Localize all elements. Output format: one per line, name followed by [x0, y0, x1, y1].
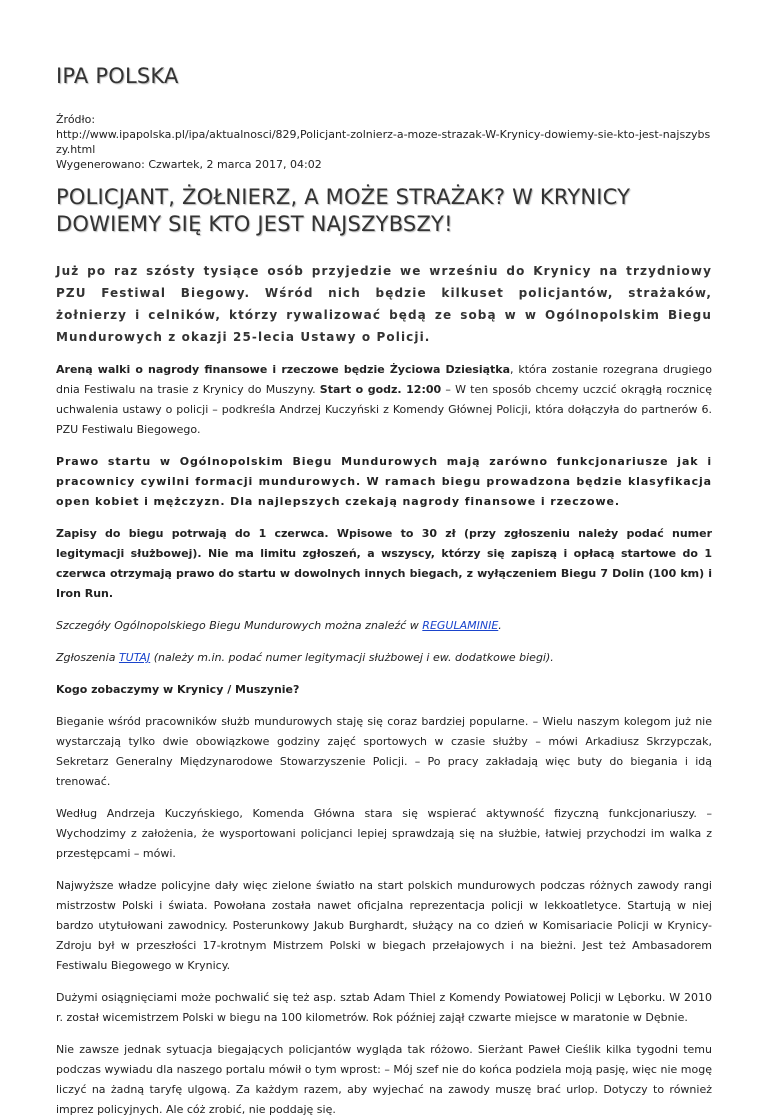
section-heading: Kogo zobaczymy w Krynicy / Muszynie?	[56, 683, 300, 696]
paragraph-authorities: Najwyższe władze policyjne dały więc zielone światło na start polskich mundurowych podczas różnych zawody rangi mistrzostw Polski i świata. Powołana została nawet oficjalna reprezentacja policji w lekkoatletyce. Startują w niej bardzo utytułowani zawodnicy. Posterunkowy Jakub Burghardt, służący na co dzień w Komisariacie Policji w Krynicy-Zdroju był w przeszłości 17-krotnym Mistrzem Polski w biegach przełajowych i na bieżni. Jest też Ambasadorem Festiwalu Biegowego w Krynicy.	[56, 879, 712, 972]
paragraph-popularity: Bieganie wśród pracowników służb mundurowych staję się coraz bardziej popularne. – Wielu naszym kolegom już nie wystarczają tylko dwie obowiązkowe godziny zajęć sportowych w czasie służby – mówi Arkadiusz Skrzypczak, Sekretarz Generalny Międzynarodowe Stowarzyszenie Policji. – Po pracy zakładają więc buty do biegania i idą trenować.	[56, 715, 712, 788]
site-title: IPA POLSKA	[56, 64, 179, 88]
paragraph-situation: Nie zawsze jednak sytuacja biegających policjantów wygląda tak różowo. Sierżant Paweł Cieślik kilka tygodni temu podczas wywiadu dla naszego portalu mówił o tym wprost: – Mój szef nie do końca podziela moją pasję, więc nie mogę liczyć na żadną taryfę ulgową. Za każdym razem, aby wyjechać na zawody muszę brać urlop. Dotyczy to również imprez policyjnych. Ale cóż zrobić, nie poddaję się.	[56, 1043, 712, 1116]
paragraph-support: Według Andrzeja Kuczyńskiego, Komenda Główna stara się wspierać aktywność fizyczną funkcjonariuszy. – Wychodzimy z założenia, że wysportowani policjanci lepiej sprawdzają się na służbie, łatwiej przychodzi im walka z przestępcami – mówi.	[56, 807, 712, 860]
article-title: POLICJANT, ŻOŁNIERZ, A MOŻE STRAŻAK? W KRYNICY DOWIEMY SIĘ KTO JEST NAJSZYBSZY!	[56, 185, 631, 236]
source-meta	[56, 112, 712, 172]
source-url: http://www.ipapolska.pl/ipa/aktualnosci/829,Policjant-zolnierz-a-moze-strazak-W-Krynicy-dowiemy-sie-kto-jest-najszybszy.html	[56, 128, 711, 156]
paragraph-registration: Zapisy do biegu potrwają do 1 czerwca. Wpisowe to 30 zł (przy zgłoszeniu należy podać numer legitymacji służbowej). Nie ma limitu zgłoszeń, a wszyscy, którzy się zapiszą i opłacą startowe do 1 czerwca otrzymają prawo do startu w dowolnych innych biegach, z wyłączeniem Biegu 7 Dolin (100 km) i Iron Run.	[56, 527, 712, 600]
signup-link[interactable]: TUTAJ	[118, 651, 151, 664]
regulations-text: Szczegóły Ogólnopolskiego Biegu Mundurowych można znaleźć w	[56, 619, 423, 632]
paragraph-arena	[56, 360, 712, 440]
paragraph-arena-text2: – W ten sposób chcemy uczcić okrągłą rocznicę uchwalenia ustawy o policji – podkreśla Andrzej Kuczyński z Komendy Głównej Policji, która dołączyła do partnerów 6. PZU Festiwalu Biegowego.	[56, 383, 712, 436]
paragraph-arena-bold1: Areną walki o nagrody finansowe i rzeczowe będzie Życiowa Dziesiątka	[56, 363, 511, 376]
paragraph-regulations	[56, 616, 712, 636]
paragraph-arena-bold2: Start o godz. 12:00	[319, 383, 442, 396]
paragraph-achievements: Dużymi osiągnięciami może pochwalić się też asp. sztab Adam Thiel z Komendy Powiatowej Policji w Lęborku. W 2010 r. został wicemistrzem Polski w biegu na 100 kilometrów. Rok później zajął czwarte miejsce w maratonie w Dębnie.	[56, 991, 712, 1024]
signup-text: Zgłoszenia	[56, 651, 119, 664]
paragraph-signup	[56, 648, 712, 668]
source-label: Źródło:	[56, 113, 96, 126]
generated-date: Wygenerowano: Czwartek, 2 marca 2017, 04:02	[56, 158, 322, 171]
article-lead: Już po raz szósty tysiące osób przyjedzie we wrześniu do Krynicy na trzydniowy PZU Festiwal Biegowy. Wśród nich będzie kilkuset policjantów, strażaków, żołnierzy i celników, którzy rywalizować będą ze sobą w w Ogólnopolskim Biegu Mundurowych z okazji 25-lecia Ustawy o Policji.	[56, 264, 712, 344]
signup-end: (należy m.in. podać numer legitymacji służbowej i ew. dodatkowe biegi).	[150, 651, 554, 664]
regulations-end: .	[498, 619, 502, 632]
paragraph-arena-text1: , która zostanie rozegrana drugiego dnia Festiwalu na trasie z Krynicy do Muszyny.	[56, 363, 713, 396]
paragraph-rules: Prawo startu w Ogólnopolskim Biegu Mundurowych mają zarówno funkcjonariusze jak i pracownicy cywilni formacji mundurowych. W ramach biegu prowadzona będzie klasyfikacja open kobiet i mężczyzn. Dla najlepszych czekają nagrody finansowe i rzeczowe.	[56, 455, 712, 508]
regulations-link[interactable]: REGULAMINIE	[422, 619, 499, 632]
